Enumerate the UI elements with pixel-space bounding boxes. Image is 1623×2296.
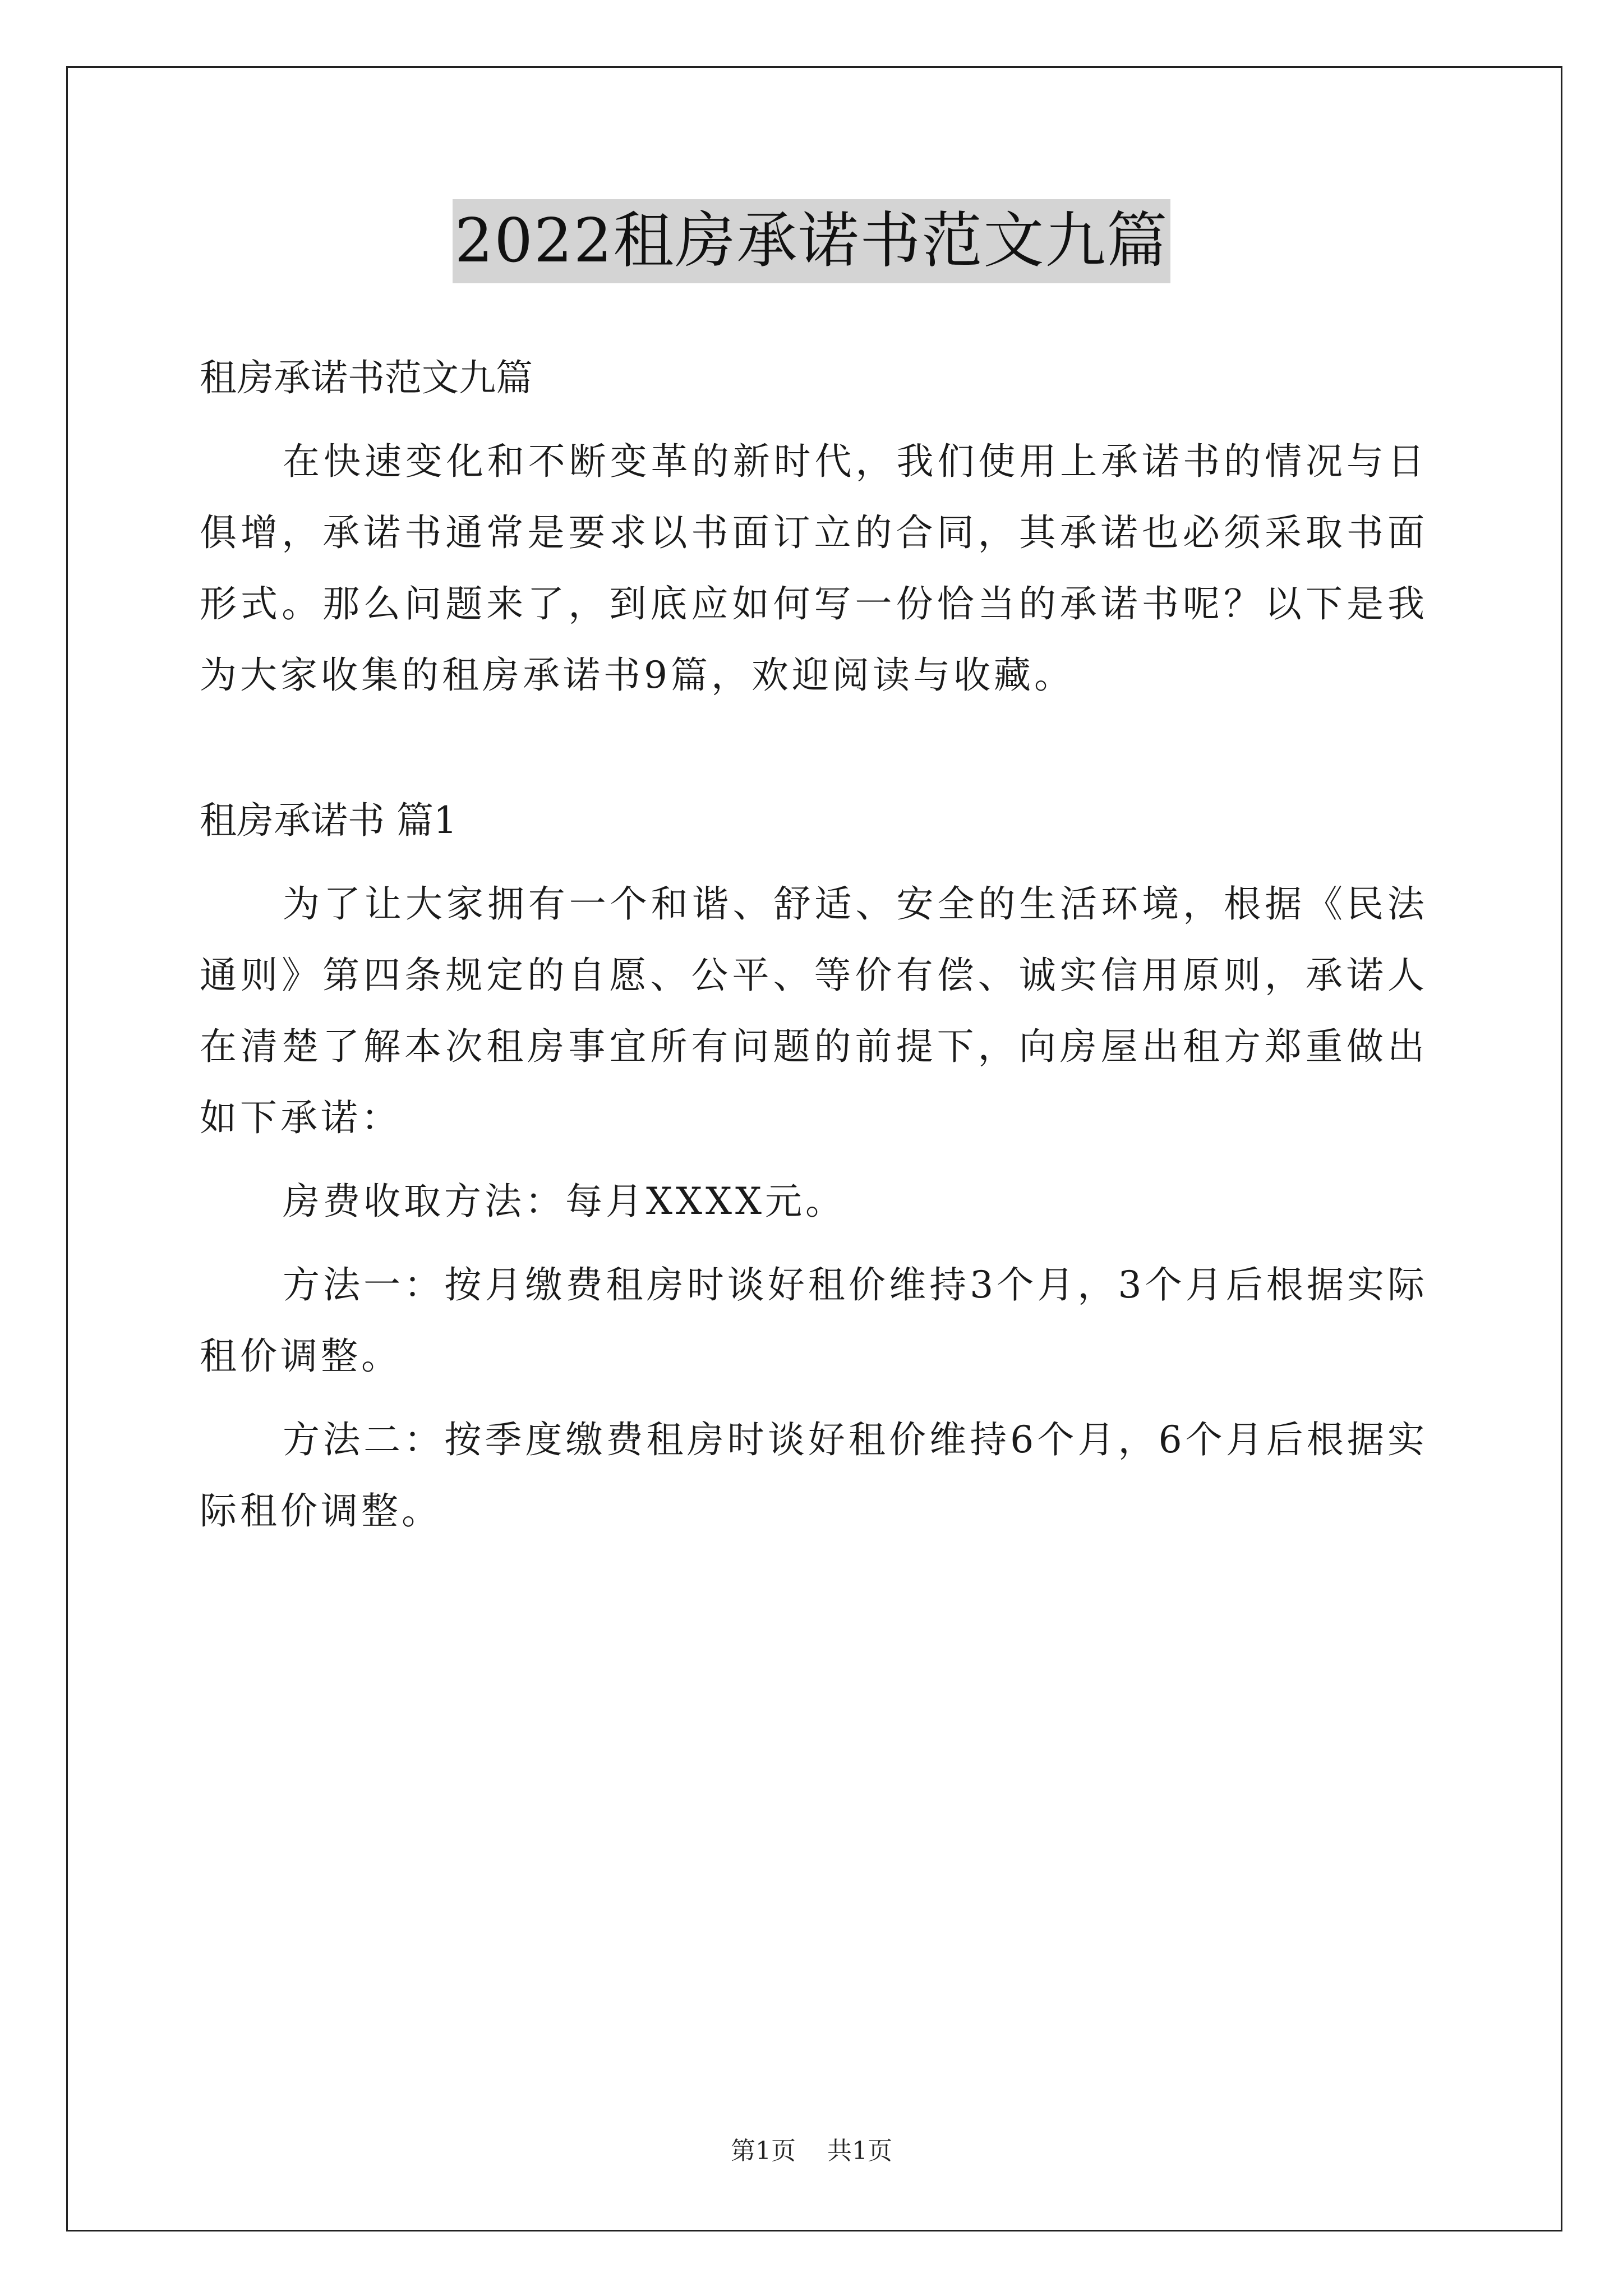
page-total: 共1页 <box>827 2137 892 2165</box>
spacer <box>200 711 1428 785</box>
section-paragraph: 房费收取方法：每月XXXX元。 <box>283 1180 846 1223</box>
section-heading: 租房承诺书 篇1 <box>200 799 457 842</box>
page-footer <box>0 2134 1623 2168</box>
spacer <box>200 1153 1428 1166</box>
document-body <box>200 342 1428 1547</box>
spacer <box>200 1237 1428 1249</box>
spacer <box>200 856 1428 868</box>
section-paragraph: 为了让大家拥有一个和谐、舒适、安全的生活环境，根据《民法通则》第四条规定的自愿、公平、等价有偿、诚实信用原则，承诺人在清楚了解本次租房事宜所有问题的前提下，向房屋出租方郑重做出如下承诺： <box>200 882 1428 1139</box>
title-container <box>0 199 1623 283</box>
intro-paragraph: 在快速变化和不断变革的新时代，我们使用上承诺书的情况与日俱增，承诺书通常是要求以书面订立的合同，其承诺也必须采取书面形式。那么问题来了，到底应如何写一份恰当的承诺书呢？以下是我为大家收集的租房承诺书9篇，欢迎阅读与收藏。 <box>200 440 1428 697</box>
spacer <box>200 1392 1428 1404</box>
document-title: 2022租房承诺书范文九篇 <box>453 199 1171 283</box>
spacer <box>200 413 1428 426</box>
section-paragraph: 方法一：按月缴费租房时谈好租价维持3个月，3个月后根据实际租价调整。 <box>200 1263 1428 1378</box>
page-number: 第1页 <box>731 2137 796 2165</box>
document-subtitle: 租房承诺书范文九篇 <box>200 356 533 399</box>
section-paragraph: 方法二：按季度缴费租房时谈好租价维持6个月，6个月后根据实际租价调整。 <box>200 1418 1428 1533</box>
